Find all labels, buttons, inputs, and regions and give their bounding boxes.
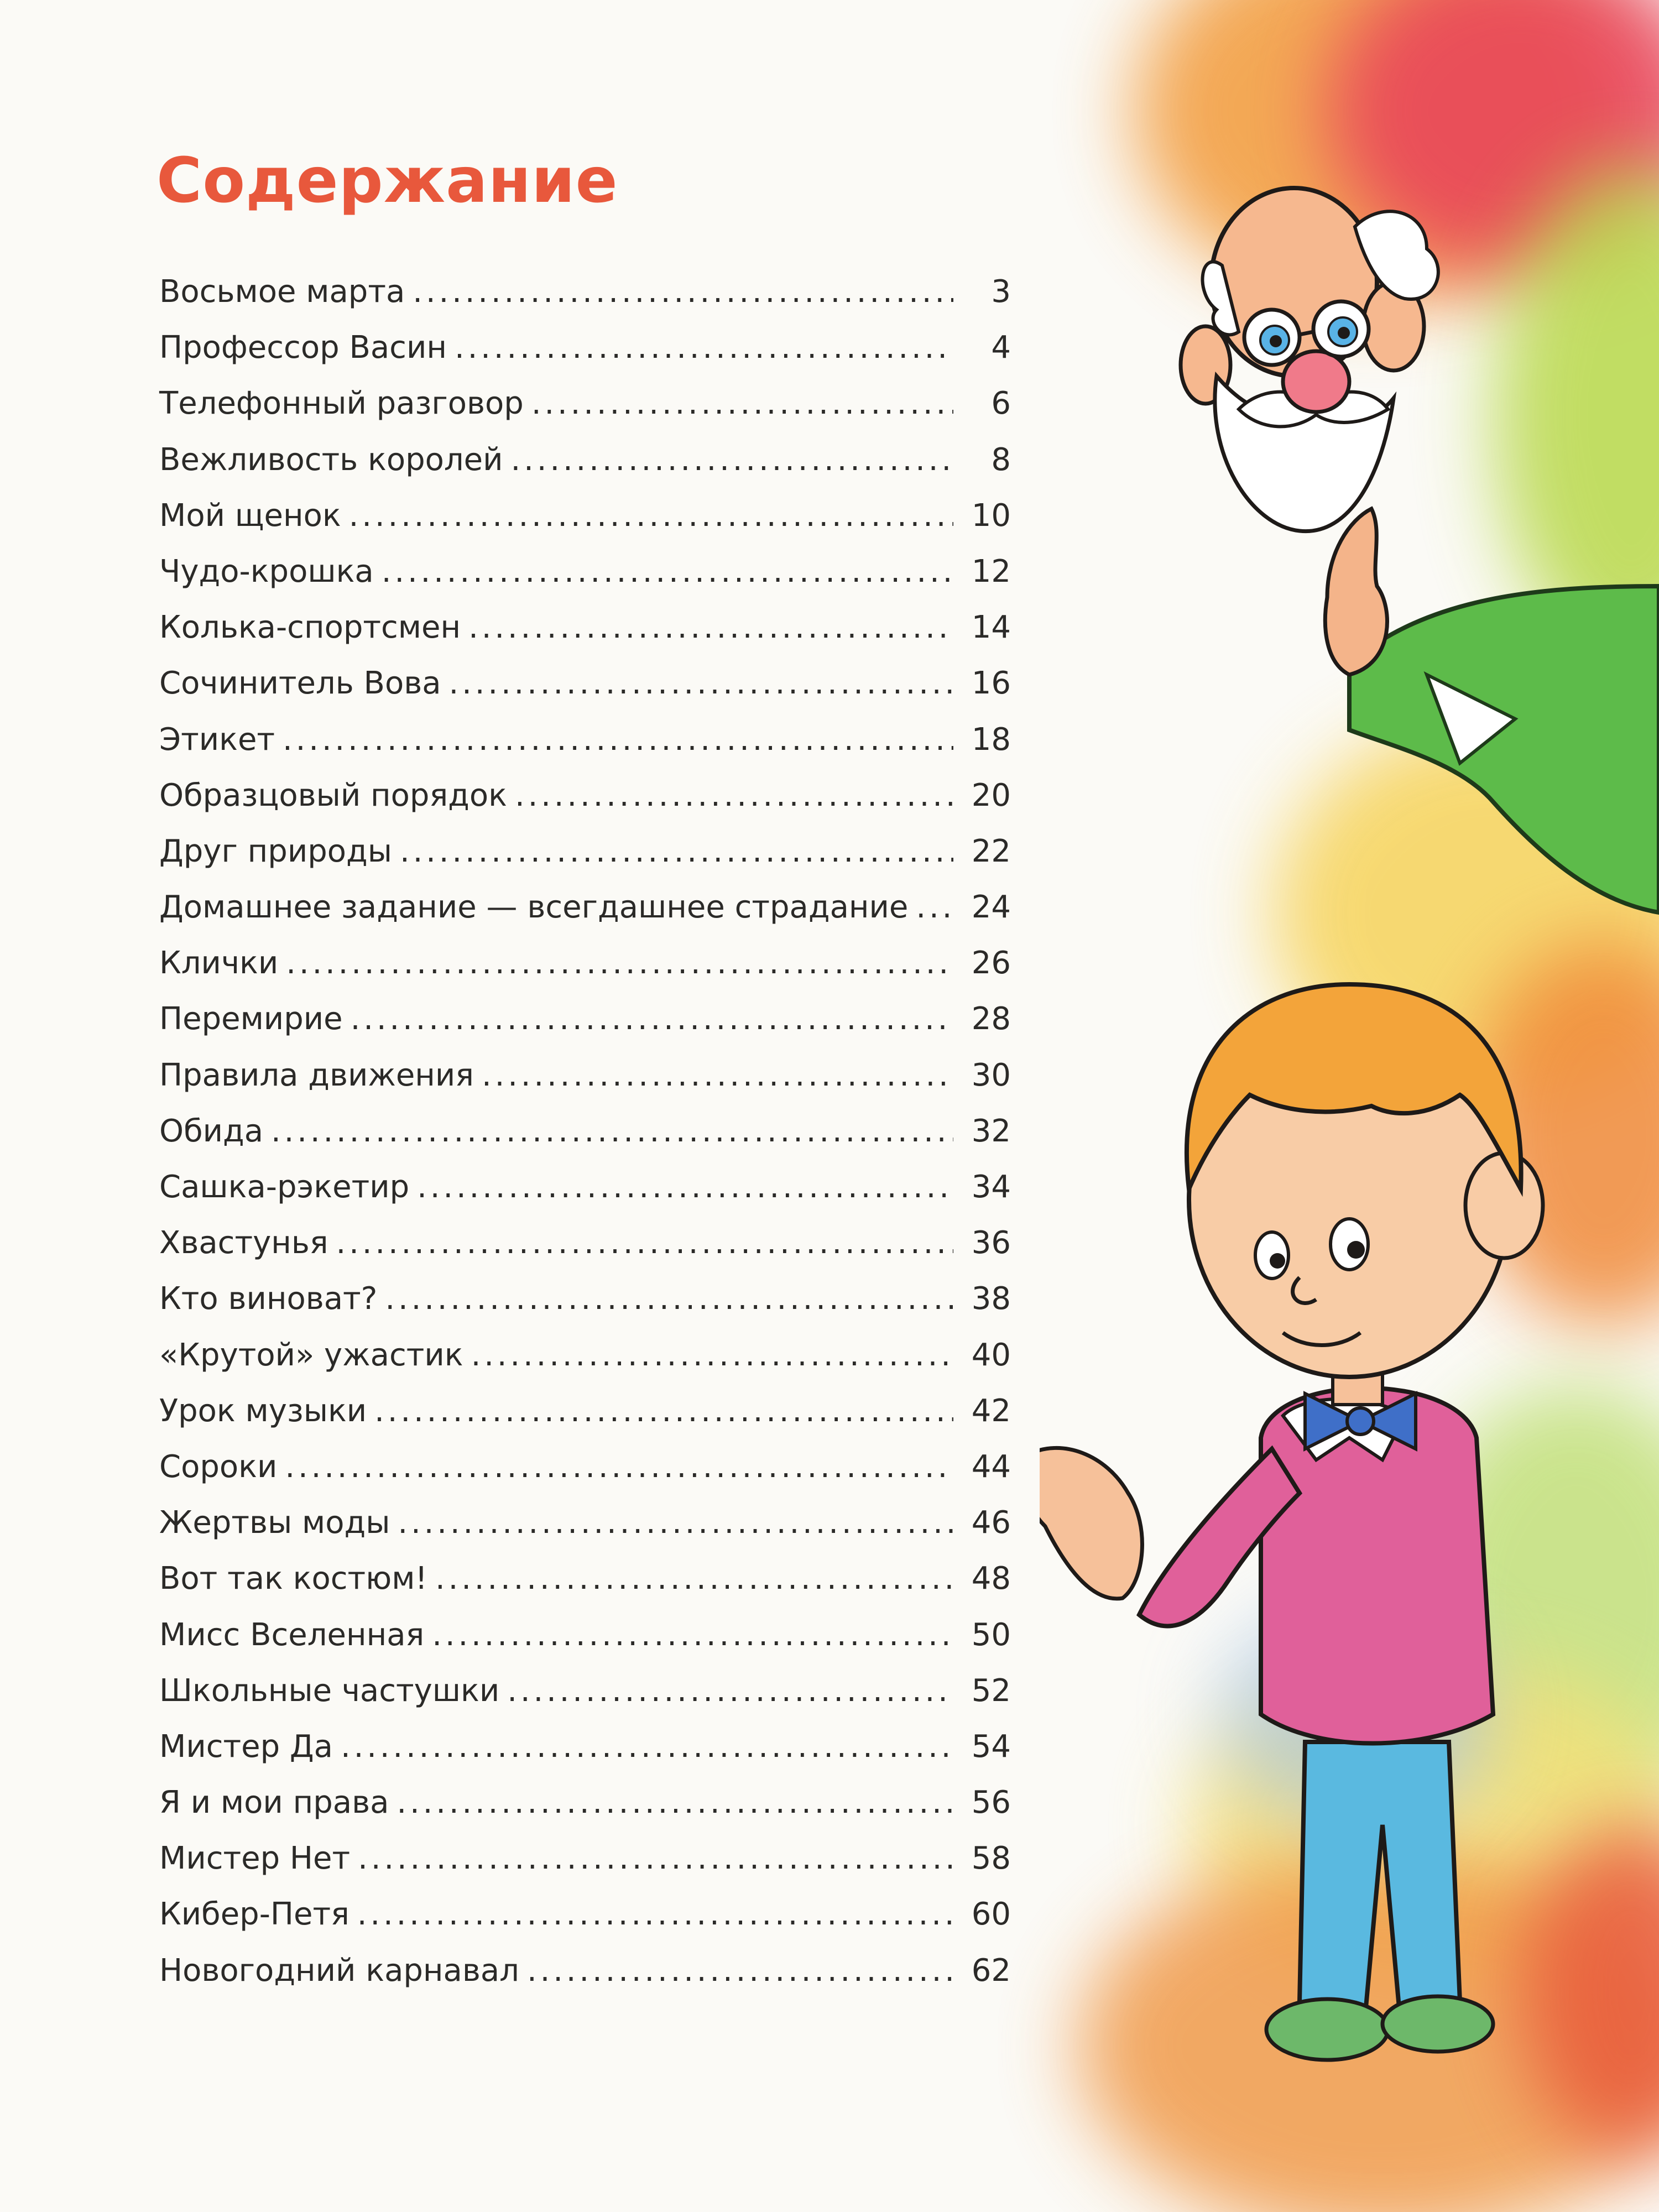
toc-entry-page: 12 <box>971 553 1011 589</box>
toc-entry <box>159 833 1011 889</box>
toc-entry-title: Сочинитель Вова <box>159 665 441 702</box>
toc-entry-title: Сашка-рэкетир <box>159 1169 410 1205</box>
toc-entry-page: 18 <box>971 721 1011 758</box>
toc-entry-page: 32 <box>971 1113 1011 1149</box>
toc-entry <box>159 1113 1011 1169</box>
toc-entry-page: 16 <box>971 665 1011 702</box>
toc-entry-page: 6 <box>991 385 1011 422</box>
toc-entry <box>159 778 1011 833</box>
toc-entry-page: 40 <box>971 1337 1011 1373</box>
toc-leader-dots <box>285 1449 953 1485</box>
toc-entry-title: Образцовый порядок <box>159 777 507 813</box>
toc-entry-page: 62 <box>971 1952 1011 1989</box>
page-title: Содержание <box>156 145 618 217</box>
toc-entry-title: Обида <box>159 1113 264 1149</box>
toc-leader-dots <box>341 1729 953 1765</box>
toc-leader-dots <box>455 330 953 366</box>
toc-entry-page: 52 <box>971 1672 1011 1709</box>
toc-entry <box>159 722 1011 778</box>
toc-entry-page: 36 <box>971 1225 1011 1261</box>
toc-entry-title: Кто виноват? <box>159 1281 378 1317</box>
toc-leader-dots <box>351 1001 953 1037</box>
toc-entry-title: Школьные частушки <box>159 1672 500 1709</box>
toc-entry-title: Жертвы моды <box>159 1505 390 1541</box>
toc-leader-dots <box>482 1057 953 1093</box>
toc-leader-dots <box>515 778 953 813</box>
toc-entry-title: Вежливость королей <box>159 441 503 478</box>
illustration <box>1040 166 1659 2212</box>
toc-entry <box>159 1785 1011 1840</box>
toc-entry-title: Хвастунья <box>159 1225 328 1261</box>
toc-entry-page: 34 <box>971 1169 1011 1205</box>
toc-entry-page: 46 <box>971 1505 1011 1541</box>
toc-entry-title: Восьмое марта <box>159 274 405 310</box>
toc-entry <box>159 1449 1011 1505</box>
toc-leader-dots <box>385 1281 953 1317</box>
toc-entry-title: Друг природы <box>159 833 392 869</box>
toc-entry-title: Перемирие <box>159 1001 343 1037</box>
toc-entry <box>159 1393 1011 1449</box>
toc-entry-title: Этикет <box>159 721 275 758</box>
toc-entry <box>159 1840 1011 1896</box>
toc-entry-title: Я и мои права <box>159 1785 389 1821</box>
toc-leader-dots <box>916 889 953 925</box>
toc-leader-dots <box>349 498 953 534</box>
toc-entry-page: 48 <box>971 1561 1011 1597</box>
toc-entry-page: 60 <box>971 1896 1011 1933</box>
toc-entry <box>159 1337 1011 1393</box>
toc-entry <box>159 1057 1011 1113</box>
toc-entry-title: Мисс Вселенная <box>159 1616 425 1653</box>
toc-leader-dots <box>413 274 953 310</box>
toc-entry-title: Вот так костюм! <box>159 1561 427 1597</box>
toc-entry-page: 20 <box>971 777 1011 813</box>
toc-leader-dots <box>358 1840 953 1876</box>
toc-entry-title: Кибер-Петя <box>159 1896 349 1933</box>
toc-entry <box>159 1561 1011 1616</box>
toc-leader-dots <box>286 945 953 981</box>
toc-entry <box>159 1281 1011 1337</box>
toc-leader-dots <box>432 1617 953 1653</box>
toc-entry-page: 8 <box>991 441 1011 478</box>
toc-entry-title: Правила движения <box>159 1057 474 1093</box>
toc-leader-dots <box>336 1225 953 1261</box>
toc-entry-title: Мой щенок <box>159 497 341 534</box>
toc-entry-page: 22 <box>971 833 1011 869</box>
toc-leader-dots <box>400 833 953 869</box>
toc-entry <box>159 1953 1011 2008</box>
toc-entry-page: 44 <box>971 1448 1011 1485</box>
toc-entry-page: 38 <box>971 1281 1011 1317</box>
toc-entry <box>159 1505 1011 1561</box>
toc-entry-page: 58 <box>971 1840 1011 1877</box>
toc-entry <box>159 442 1011 498</box>
toc-entry-page: 4 <box>991 330 1011 366</box>
toc-entry-page: 42 <box>971 1392 1011 1429</box>
toc-entry-title: «Крутой» ужастик <box>159 1337 463 1373</box>
toc-entry-title: Клички <box>159 945 279 982</box>
toc-entry-title: Мистер Да <box>159 1728 333 1765</box>
toc-entry <box>159 1729 1011 1785</box>
toc-leader-dots <box>382 554 953 589</box>
toc-entry <box>159 1169 1011 1225</box>
toc-entry <box>159 1225 1011 1281</box>
toc-leader-dots <box>435 1561 953 1597</box>
toc-entry-title: Сороки <box>159 1448 278 1485</box>
toc-leader-dots <box>417 1169 953 1205</box>
professor-illustration <box>1181 188 1659 912</box>
toc-entry-page: 24 <box>971 889 1011 926</box>
toc-entry <box>159 1001 1011 1057</box>
toc-entry <box>159 1673 1011 1729</box>
toc-entry-page: 14 <box>971 609 1011 646</box>
toc-entry-title: Профессор Васин <box>159 330 447 366</box>
toc-leader-dots <box>511 442 953 478</box>
toc-leader-dots <box>531 385 953 421</box>
toc-entry-page: 10 <box>971 497 1011 534</box>
toc-leader-dots <box>449 665 953 701</box>
toc-entry-page: 56 <box>971 1785 1011 1821</box>
toc-entry <box>159 554 1011 609</box>
toc-entry-page: 54 <box>971 1728 1011 1765</box>
toc-entry <box>159 609 1011 665</box>
toc-entry-page: 30 <box>971 1057 1011 1093</box>
toc-leader-dots <box>398 1505 953 1541</box>
table-of-contents <box>159 274 1011 2008</box>
toc-entry-title: Мистер Нет <box>159 1840 351 1877</box>
toc-leader-dots <box>283 722 953 758</box>
toc-leader-dots <box>468 609 953 645</box>
toc-leader-dots <box>357 1896 953 1932</box>
toc-leader-dots <box>471 1337 953 1373</box>
toc-entry-page: 3 <box>991 274 1011 310</box>
toc-entry-page: 50 <box>971 1616 1011 1653</box>
toc-entry-page: 26 <box>971 945 1011 982</box>
toc-entry <box>159 945 1011 1001</box>
toc-entry <box>159 1896 1011 1952</box>
toc-entry <box>159 498 1011 554</box>
toc-entry-title: Телефонный разговор <box>159 385 524 422</box>
toc-leader-dots <box>374 1393 953 1429</box>
toc-entry <box>159 665 1011 721</box>
toc-entry <box>159 385 1011 441</box>
toc-entry-title: Домашнее задание — всегдашнее страдание <box>159 889 909 926</box>
toc-entry <box>159 274 1011 330</box>
toc-leader-dots <box>397 1785 953 1820</box>
toc-entry <box>159 330 1011 385</box>
toc-entry-title: Чудо-крошка <box>159 553 374 589</box>
toc-leader-dots <box>507 1673 953 1709</box>
toc-leader-dots <box>271 1113 953 1149</box>
toc-entry-page: 28 <box>971 1001 1011 1037</box>
toc-entry <box>159 1617 1011 1673</box>
toc-entry-title: Колька-спортсмен <box>159 609 461 646</box>
toc-leader-dots <box>527 1953 953 1989</box>
toc-entry-title: Новогодний карнавал <box>159 1952 519 1989</box>
toc-entry <box>159 889 1011 945</box>
boy-illustration <box>1040 984 1543 2060</box>
toc-entry-title: Урок музыки <box>159 1392 367 1429</box>
